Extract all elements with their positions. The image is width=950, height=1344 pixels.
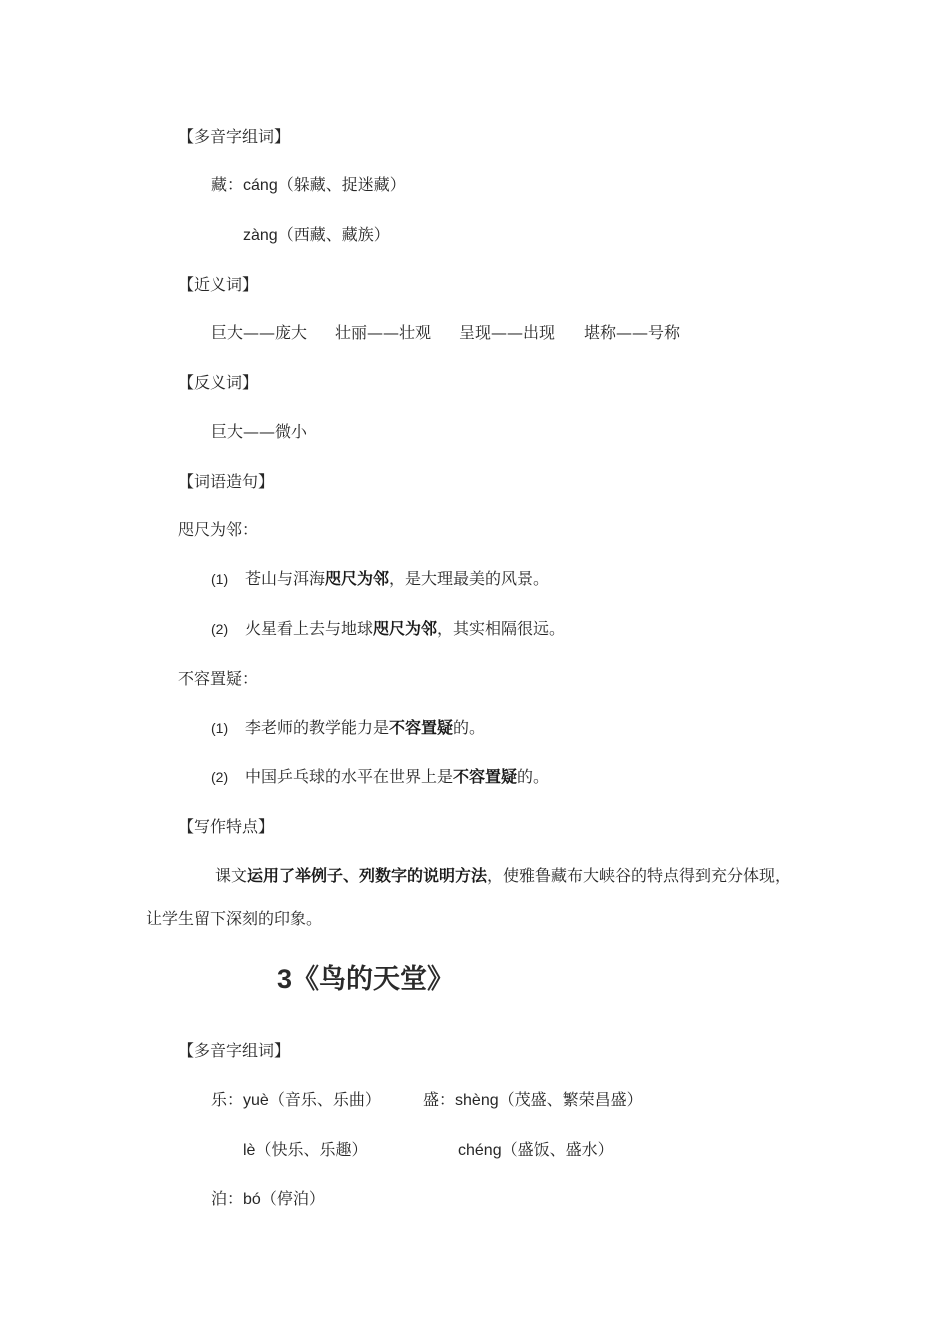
pinyin: chéng xyxy=(458,1142,502,1159)
synonym-pair: 呈现——出现 xyxy=(459,323,556,342)
antonym-header: 【反义词】 xyxy=(178,373,259,392)
polyphone-header: 【多音字组词】 xyxy=(178,127,291,146)
list-number: (1) xyxy=(211,720,229,736)
example-words: （躲藏、捉迷藏） xyxy=(277,175,406,194)
antonym-pair: 巨大——微小 xyxy=(211,422,308,441)
example-words: （停泊） xyxy=(260,1189,325,1208)
polyphone-entry-sheng xyxy=(423,1090,643,1111)
lesson-number: 3 xyxy=(277,964,293,994)
synonym-pair: 壮丽——壮观 xyxy=(335,323,432,342)
synonym-pair: 堪称——号称 xyxy=(584,323,681,342)
highlight-term: 咫尺为邻 xyxy=(325,569,390,588)
term-label: 不容置疑： xyxy=(178,669,259,688)
pinyin: yuè xyxy=(243,1092,269,1109)
writing-paragraph-line2: 让学生留下深刻的印象。 xyxy=(146,909,323,928)
example-words: （盛饭、盛水） xyxy=(501,1140,614,1159)
term-label: 咫尺为邻： xyxy=(178,520,259,539)
example-sentence: (1) 苍山与洱海咫尺为邻，是大理最美的风景。 xyxy=(211,569,550,588)
pinyin: lè xyxy=(243,1142,256,1159)
list-number: (2) xyxy=(211,769,229,785)
entry-char: 乐： xyxy=(211,1090,244,1109)
polyphone-entry-zang xyxy=(243,225,390,246)
example-sentence: (1) 李老师的教学能力是不容置疑的。 xyxy=(211,718,486,737)
synonym-header: 【近义词】 xyxy=(178,275,259,294)
highlight-term: 咫尺为邻 xyxy=(373,619,438,638)
list-number: (1) xyxy=(211,571,229,587)
pinyin: bó xyxy=(243,1191,261,1208)
lesson-title xyxy=(277,961,454,998)
lesson-name: 《鸟的天堂》 xyxy=(292,964,455,995)
writing-paragraph: 课文运用了举例子、列数字的说明方法，使雅鲁藏布大峡谷的特点得到充分体现， xyxy=(215,866,792,885)
polyphone-header: 【多音字组词】 xyxy=(178,1041,291,1060)
sentence-header: 【词语造句】 xyxy=(178,472,275,491)
writing-header: 【写作特点】 xyxy=(178,817,275,836)
pinyin: zàng xyxy=(243,227,278,244)
synonym-pair: 巨大——庞大 xyxy=(211,323,308,342)
example-words: （快乐、乐趣） xyxy=(255,1140,368,1159)
entry-char: 泊： xyxy=(211,1189,244,1208)
highlight-phrase: 运用了举例子、列数字的说明方法 xyxy=(247,866,488,885)
example-sentence: (2) 中国乒乓球的水平在世界上是不容置疑的。 xyxy=(211,767,550,786)
example-sentence: (2) 火星看上去与地球咫尺为邻，其实相隔很远。 xyxy=(211,619,566,638)
highlight-term: 不容置疑 xyxy=(453,767,518,786)
pinyin: cáng xyxy=(243,177,278,194)
entry-char: 盛： xyxy=(423,1090,456,1109)
example-words: （西藏、藏族） xyxy=(277,225,390,244)
polyphone-entry-yue xyxy=(211,1090,381,1111)
polyphone-entry-cheng xyxy=(458,1140,614,1161)
list-number: (2) xyxy=(211,621,229,637)
entry-char: 藏： xyxy=(211,175,244,194)
pinyin: shèng xyxy=(455,1092,499,1109)
polyphone-entry-le xyxy=(243,1140,367,1161)
polyphone-entry-cang xyxy=(211,175,406,196)
polyphone-entry-bo xyxy=(211,1189,325,1210)
example-words: （音乐、乐曲） xyxy=(268,1090,381,1109)
highlight-term: 不容置疑 xyxy=(389,718,454,737)
example-words: （茂盛、繁荣昌盛） xyxy=(498,1090,643,1109)
